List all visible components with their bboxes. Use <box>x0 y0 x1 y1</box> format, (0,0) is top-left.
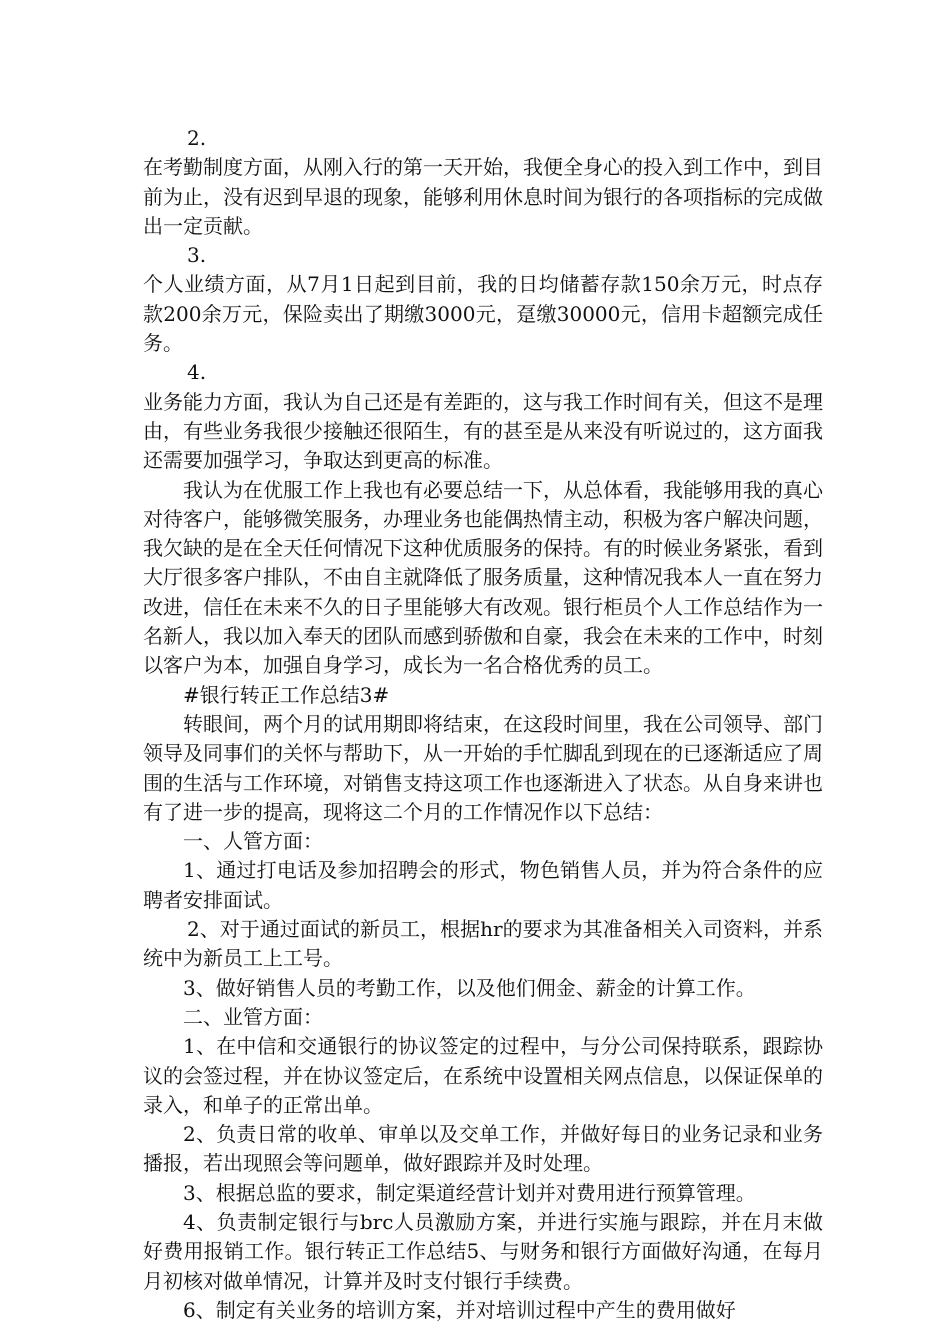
paragraph: 在考勤制度方面，从刚入行的第一天开始，我便全身心的投入到工作中，到目前为止，没有迟到早退的现象，能够利用休息时间为银行的各项指标的完成做出一定贡献。 <box>143 155 823 238</box>
paragraph: 个人业绩方面，从7月1日起到目前，我的日均储蓄存款150余万元，时点存款200余万元，保险卖出了期缴3000元，趸缴30000元，信用卡超额完成任务。 <box>143 272 823 356</box>
list-item: 3、做好销售人员的考勤工作，以及他们佣金、薪金的计算工作。 <box>183 975 756 1000</box>
list-item: 3、根据总监的要求，制定渠道经营计划并对费用进行预算管理。 <box>183 1180 756 1205</box>
document-body <box>143 124 823 1325</box>
list-item: 2、负责日常的收单、审单以及交单工作，并做好每日的业务记录和业务播报，若出现照会等问题单，做好跟踪并及时处理。 <box>143 1122 823 1176</box>
list-number: 4. <box>187 360 207 385</box>
paragraph: 我认为在优服工作上我也有必要总结一下，从总体看，我能够用我的真心对待客户，能够微笑服务，办理业务也能偶热情主动，积极为客户解决问题，我欠缺的是在全天任何情况下这种优质服务的保持。有的时候业务紧张，看到大厅很多客户排队，不由自主就降低了服务质量，这种情况我本人一直在努力改进，信任在未来不久的日子里能够大有改观。银行柜员个人工作总结作为一名新人，我以加入奉天的团队而感到骄傲和自豪，我会在未来的工作中，时刻以客户为本，加强自身学习，成长为一名合格优秀的员工。 <box>143 477 823 678</box>
paragraph: 业务能力方面，我认为自己还是有差距的，这与我工作时间有关，但这不是理由，有些业务我很少接触还很陌生，有的甚至是从来没有听说过的，这方面我还需要加强学习，争取达到更高的标准。 <box>143 389 823 473</box>
section-heading: #银行转正工作总结3# <box>183 682 390 707</box>
section-heading: 一、人管方面： <box>183 829 323 854</box>
list-number: 2. <box>187 126 207 150</box>
list-item: 1、通过打电话及参加招聘会的形式，物色销售人员，并为符合条件的应聘者安排面试。 <box>143 858 823 912</box>
list-item: 6、制定有关业务的培训方案，并对培训过程中产生的费用做好 <box>183 1297 736 1322</box>
list-item: 4、负责制定银行与brc人员激励方案，并进行实施与跟踪，并在月末做好费用报销工作。银行转正工作总结5、与财务和银行方面做好沟通，在每月月初核对做单情况，计算并及时支付银行手续费。 <box>143 1209 823 1293</box>
list-number: 3. <box>187 243 207 268</box>
section-heading: 二、业管方面： <box>183 1004 323 1029</box>
list-item: 2、对于通过面试的新员工，根据hr的要求为其准备相关入司资料，并系统中为新员工上工号。 <box>143 917 823 971</box>
list-item: 1、在中信和交通银行的协议签定的过程中，与分公司保持联系，跟踪协议的会签过程，并在协议签定后，在系统中设置相关网点信息，以保证保单的录入，和单子的正常出单。 <box>143 1034 823 1117</box>
paragraph: 转眼间，两个月的试用期即将结束，在这段时间里，我在公司领导、部门领导及同事们的关怀与帮助下，从一开始的手忙脚乱到现在的已逐渐适应了周围的生活与工作环境，对销售支持这项工作也逐渐进入了状态。从自身来讲也有了进一步的提高，现将这二个月的工作情况作以下总结： <box>143 711 823 824</box>
